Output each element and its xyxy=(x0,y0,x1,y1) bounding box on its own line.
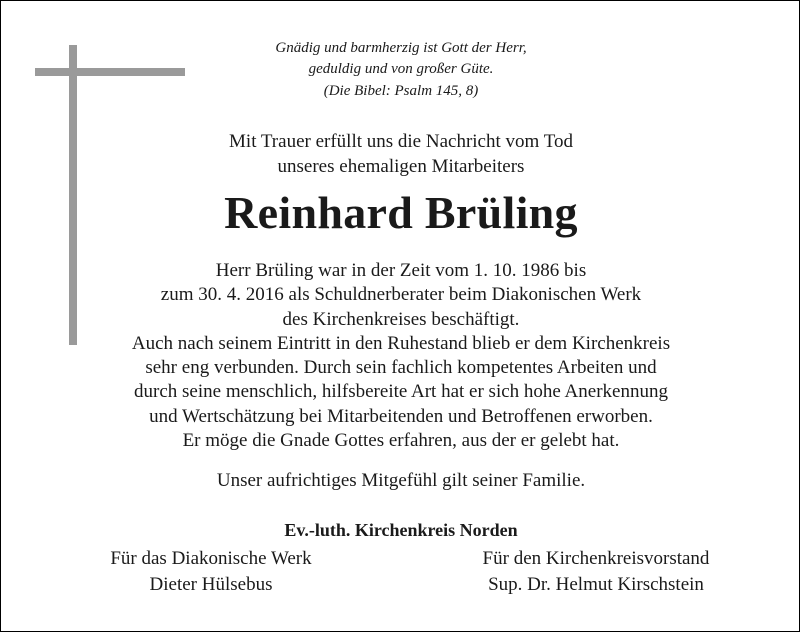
body-line: Er möge die Gnade Gottes erfahren, aus der er gelebt hat. xyxy=(182,430,620,452)
condolence-text: Unser aufrichtiges Mitgefühl gilt seiner Familie. xyxy=(216,470,586,491)
intro-line-2: unseres ehemaligen Mitarbeiters xyxy=(277,156,525,177)
signature-left-role: Für das Diakonische Werk xyxy=(110,548,312,569)
body-line: des Kirchenkreises beschäftigt. xyxy=(282,308,520,330)
body-line: und Wertschätzung bei Mitarbeitenden und Betroffenen erworben. xyxy=(149,405,653,427)
obituary-body xyxy=(1,259,800,453)
signature-right-name: Sup. Dr. Helmut Kirschstein xyxy=(488,574,704,595)
signature-right xyxy=(426,546,766,598)
signature-left-name: Dieter Hülsebus xyxy=(149,574,273,595)
signature-left xyxy=(56,546,366,598)
organization-name: Ev.-luth. Kirchenkreis Norden xyxy=(284,520,518,540)
body-line: zum 30. 4. 2016 als Schuldnerberater beim Diakonischen Werk xyxy=(160,284,642,306)
body-line: sehr eng verbunden. Durch sein fachlich kompetentes Arbeiten und xyxy=(145,357,657,379)
deceased-name: Reinhard Brüling xyxy=(224,187,578,238)
verse-reference: (Die Bibel: Psalm 145, 8) xyxy=(323,83,479,99)
body-line: Auch nach seinem Eintritt in den Ruhestand blieb er dem Kirchenkreis xyxy=(131,332,671,354)
intro-text xyxy=(1,129,800,179)
body-line: Herr Brüling war in der Zeit vom 1. 10. 1986 bis xyxy=(215,260,587,281)
signature-right-role: Für den Kirchenkreisvorstand xyxy=(482,548,710,569)
body-line: durch seine menschlich, hilfsbereite Art hat er sich hohe Anerkennung xyxy=(134,381,668,403)
intro-line-1: Mit Trauer erfüllt uns die Nachricht vom Tod xyxy=(229,131,573,152)
verse-line-2: geduldig und von großer Güte. xyxy=(308,61,494,77)
bible-verse xyxy=(1,38,800,102)
verse-line-1: Gnädig und barmherzig ist Gott der Herr, xyxy=(275,40,527,56)
